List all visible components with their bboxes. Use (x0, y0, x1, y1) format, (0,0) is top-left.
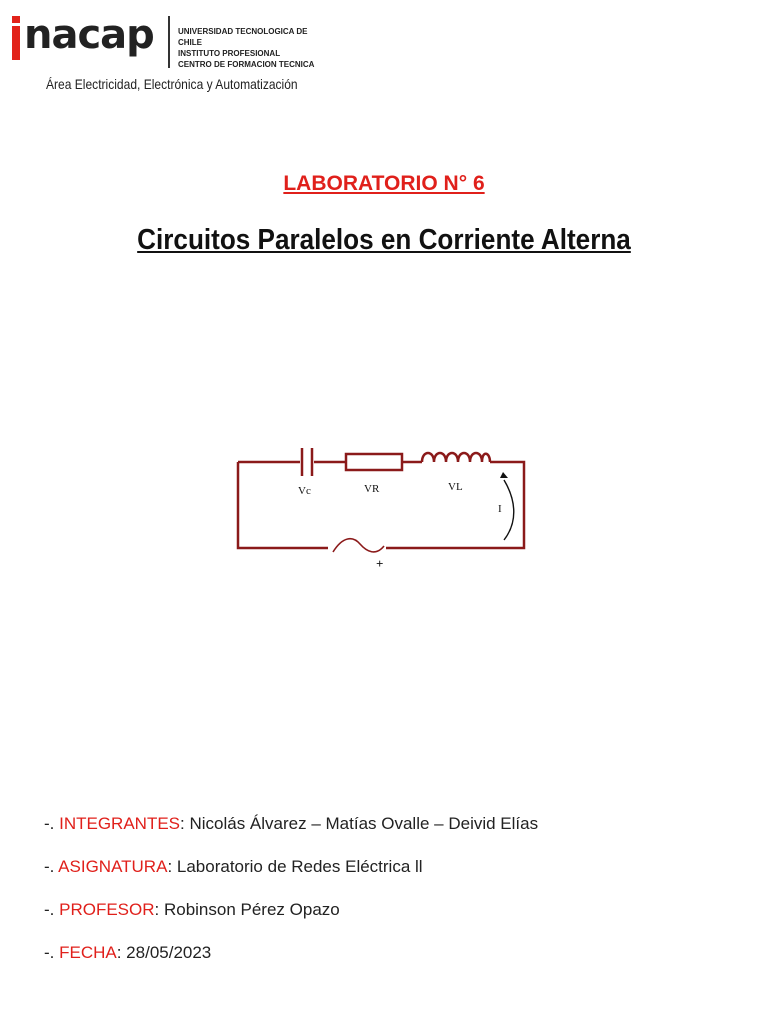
resistor (346, 454, 402, 470)
label-plus: + (376, 556, 384, 571)
institution-line-1: UNIVERSIDAD TECNOLOGICA DE CHILE (178, 27, 308, 47)
info-key-integrantes: INTEGRANTES (59, 814, 181, 833)
logo-text: nacap (24, 12, 154, 58)
info-fecha (44, 943, 211, 963)
logo-divider (168, 16, 170, 68)
main-title: Circuitos Paralelos en Corriente Alterna (137, 224, 631, 256)
info-prefix: -. (44, 943, 60, 962)
label-current: I (498, 503, 502, 515)
info-prefix: -. (44, 814, 60, 833)
logo-i-mark (12, 26, 20, 60)
info-key-asignatura: ASIGNATURA (58, 857, 168, 876)
info-asignatura (44, 857, 423, 877)
rlc-circuit-diagram (228, 440, 538, 580)
info-value-asignatura: : Laboratorio de Redes Eléctrica ll (167, 857, 423, 876)
inacap-logo (10, 14, 160, 64)
info-integrantes (44, 814, 538, 834)
label-vr: VR (364, 483, 380, 495)
institution-lines (178, 26, 330, 70)
label-vc: Vc (298, 485, 311, 497)
inductor (422, 453, 490, 462)
label-vl: VL (448, 481, 463, 493)
wire-left (238, 462, 328, 548)
info-profesor (44, 900, 340, 920)
ac-source (333, 539, 384, 552)
header (10, 14, 330, 74)
info-value-integrantes: : Nicolás Álvarez – Matías Ovalle – Deivid Elías (180, 814, 539, 833)
area-subtitle: Área Electricidad, Electrónica y Automatización (46, 76, 298, 92)
institution-line-2: INSTITUTO PROFESIONAL (178, 49, 281, 58)
info-prefix: -. (44, 900, 60, 919)
info-value-fecha: : 28/05/2023 (116, 943, 212, 962)
current-arrowhead (500, 472, 508, 478)
info-key-profesor: PROFESOR (59, 900, 155, 919)
info-key-fecha: FECHA (59, 943, 117, 962)
institution-line-3: CENTRO DE FORMACION TECNICA (178, 60, 315, 69)
lab-title: LABORATORIO N° 6 (283, 172, 485, 195)
info-prefix: -. (44, 857, 59, 876)
info-value-profesor: : Robinson Pérez Opazo (154, 900, 340, 919)
current-arrow (504, 480, 514, 540)
